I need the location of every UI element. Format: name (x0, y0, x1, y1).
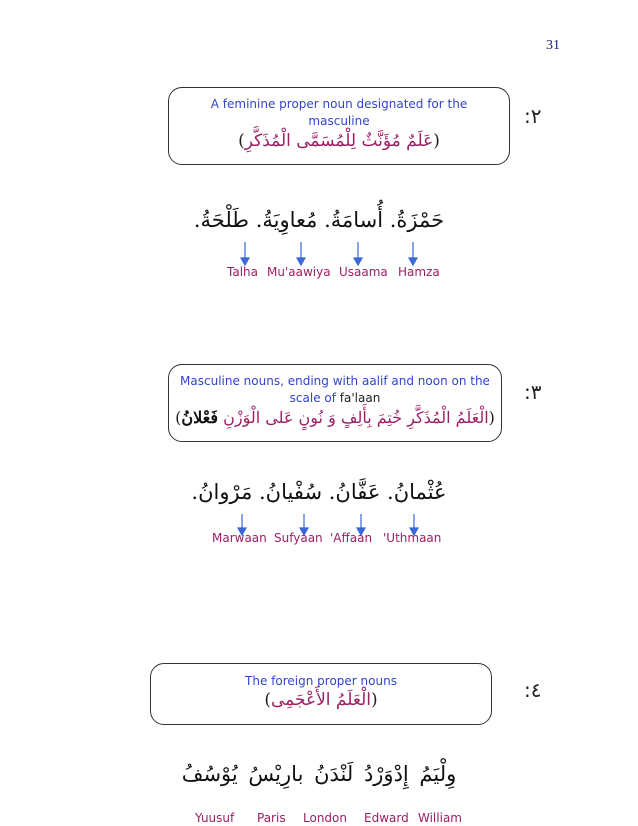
example-names-arabic: عُثْمانُ. عَفَّانُ. سُفْيانُ. مَرْوانُ. (191, 480, 447, 504)
example-names-arabic: حَمْزَةُ. أُسامَةُ. مُعاوِيَةُ. طَلْحَةُ. (193, 208, 445, 232)
definition-english-line-2: masculine (308, 114, 370, 128)
translit-uthmaan: 'Uthmaan (383, 531, 442, 545)
definition-arabic: (عَلَمٌ مُؤَنَّثٌ لِلْمُسَمَّى الْمُذَكَّرِ) (238, 131, 440, 151)
translit-paris: Paris (257, 811, 286, 825)
definition-english-line-1: Masculine nouns, ending with aalif and noon on the (180, 374, 490, 388)
translit-hamza: Hamza (398, 265, 440, 279)
arrowhead-icon (409, 258, 417, 265)
definition-english-line-1: The foreign proper nouns (245, 674, 397, 688)
example-names-arabic: وِلْيَمُ إِدْوَرْدُ لَنْدَنُ بارِيْسُ يُوْسُفُ (181, 762, 457, 786)
section-number-4: :٤ (524, 678, 542, 702)
arrowhead-icon (241, 258, 249, 265)
definition-box-foreign-nouns (150, 663, 492, 725)
section-number-2: :٢ (524, 104, 542, 128)
definition-english-line-2: scale of fa'laan (289, 391, 381, 405)
translit-talha: Talha (227, 265, 258, 279)
arrowhead-icon (354, 258, 362, 265)
translit-edward: Edward (364, 811, 409, 825)
translit-marwaan: Marwaan (212, 531, 267, 545)
translit-yuusuf: Yuusuf (195, 811, 235, 825)
translit-sufyaan: Sufyaan (274, 531, 323, 545)
definition-box-feminine-for-masculine (168, 87, 510, 165)
arrowhead-icon (297, 258, 305, 265)
translit-affaan: 'Affaan (330, 531, 373, 545)
translit-muaawiya: Mu'aawiya (267, 265, 331, 279)
translit-usaama: Usaama (339, 265, 388, 279)
translit-william: William (418, 811, 462, 825)
translit-london: London (303, 811, 347, 825)
definition-arabic: (الْعَلَمُ الْمُذَكَّرِ خُتِمَ بِأَلِفٍ وَ نُونٍ عَلى الْوَزْنِ فَعْلانُ) (175, 408, 495, 427)
page-number: 31 (546, 38, 560, 53)
definition-box-faalaan (168, 364, 502, 442)
section-number-3: :٣ (524, 380, 542, 404)
definition-arabic: (الْعَلَمُ الأَعْجَمِى) (264, 690, 378, 710)
definition-english-line-1: A feminine proper noun designated for the (210, 97, 468, 111)
